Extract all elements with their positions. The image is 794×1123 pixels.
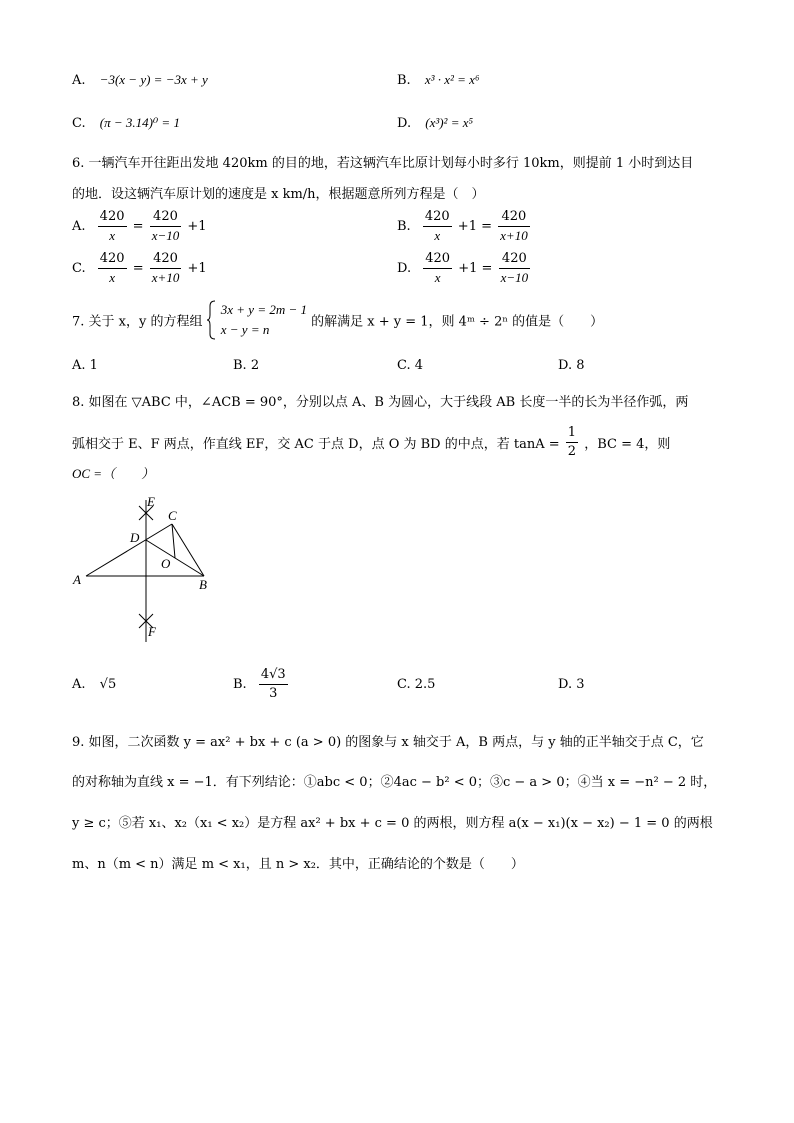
plus-one: +1 (187, 261, 207, 276)
fraction (499, 250, 531, 287)
q7-option-d[interactable]: D. 8 (558, 358, 585, 373)
q7-stem (72, 300, 603, 340)
q6-option-a[interactable] (72, 208, 207, 245)
q9-stem-line3: y ≥ c；⑤若 x₁、x₂（x₁ < x₂）是方程 ax² + bx + c = 0 的两根，则方程 a(x − x₁)(x − x₂) − 1 = 0 的两根 (72, 816, 713, 831)
option-expression: −3(x − y) = −3x + y (99, 72, 208, 87)
fraction (150, 250, 182, 287)
numerator: 420 (150, 208, 182, 227)
q7-suffix: 的解满足 x + y = 1，则 4ᵐ ÷ 2ⁿ 的值是（ ） (311, 314, 604, 330)
q7-option-b[interactable]: B. 2 (233, 358, 260, 373)
equals-sign: = (481, 261, 493, 276)
numerator: 420 (98, 208, 127, 227)
option-expression: x³ · x² = x⁶ (424, 72, 480, 87)
q6-stem-line2: 的地．设这辆汽车原计划的速度是 x km/h，根据题意所列方程是（ ） (72, 187, 485, 202)
denominator: x (434, 228, 441, 243)
equals-sign: = (481, 219, 493, 234)
fraction (498, 208, 530, 245)
option-label: A. (72, 73, 86, 88)
label-e: E (147, 494, 155, 509)
denominator: x+10 (151, 270, 180, 285)
numerator: 1 (566, 424, 578, 443)
q8-stem-line3: OC =（ ） (72, 466, 155, 481)
denominator: x+10 (500, 228, 528, 243)
q5-option-d[interactable] (397, 115, 473, 131)
numerator: 420 (423, 250, 452, 269)
q8-option-d[interactable]: D. 3 (558, 677, 585, 692)
label-b: B (199, 577, 207, 592)
plus-one: +1 (457, 219, 477, 234)
q8-stem-line2 (72, 424, 670, 461)
equation-system (207, 300, 307, 340)
option-label: B. (397, 219, 411, 234)
fraction (150, 208, 182, 245)
q8-option-b[interactable] (233, 666, 290, 703)
equation-1: 3x + y = 2m − 1 (220, 302, 308, 317)
plus-one: +1 (458, 261, 478, 276)
option-label: B. (233, 677, 247, 692)
equals-sign: = (132, 219, 144, 234)
fraction (98, 208, 127, 245)
side-bc (172, 524, 204, 576)
left-brace-icon (207, 300, 217, 340)
q6-option-d[interactable] (397, 250, 532, 287)
side-ac (86, 524, 172, 576)
q8-option-a[interactable] (72, 677, 116, 692)
q6-stem-line1: 6. 一辆汽车开往距出发地 420km 的目的地，若这辆汽车比原计划每小时多行 10km，则提前 1 小时到达目 (72, 156, 694, 171)
q8-line2-text: 弧相交于 E、F 两点，作直线 EF，交 AC 于点 D，点 O 为 BD 的中点，若 tanA = (72, 437, 560, 452)
option-label: B. (397, 73, 411, 88)
fraction (98, 250, 127, 287)
denominator: x−10 (151, 228, 180, 243)
q7-option-c[interactable]: C. 4 (397, 358, 424, 373)
label-f: F (148, 624, 156, 639)
denominator: x−10 (500, 270, 529, 285)
denominator: x (434, 270, 441, 285)
q9-stem-line1: 9. 如图，二次函数 y = ax² + bx + c (a > 0) 的图象与 x 轴交于 A，B 两点，与 y 轴的正半轴交于点 C，它 (72, 735, 704, 750)
label-d: D (130, 530, 140, 545)
numerator: 420 (98, 250, 127, 269)
q9-stem-line2: 的对称轴为直线 x = −1．有下列结论：①abc < 0；②4ac − b² < 0；③c − a > 0；④当 x = −n² − 2 时， (72, 775, 717, 790)
numerator: 420 (499, 250, 531, 269)
equals-sign: = (132, 261, 144, 276)
numerator: 420 (150, 250, 182, 269)
q5-option-a[interactable] (72, 72, 208, 88)
numerator: 4√3 (259, 666, 288, 685)
option-label: D. (397, 261, 412, 276)
q5-option-c[interactable] (72, 115, 180, 131)
option-expression: (π − 3.14)⁰ = 1 (99, 115, 180, 130)
denominator: 3 (269, 686, 278, 701)
denominator: x (109, 228, 115, 243)
q6-option-c[interactable] (72, 250, 207, 287)
numerator: 420 (423, 208, 452, 227)
option-label: D. (397, 116, 412, 131)
label-c: C (168, 508, 177, 523)
option-label: C. (72, 261, 86, 276)
equation-2: x − y = n (220, 322, 270, 337)
q8-line2-tail: ，BC = 4，则 (584, 437, 671, 452)
q8-option-c[interactable]: C. 2.5 (397, 677, 436, 692)
q7-prefix: 7. 关于 x，y 的方程组 (72, 314, 203, 330)
plus-one: +1 (187, 219, 207, 234)
q8-figure (70, 490, 220, 650)
label-a: A (73, 572, 81, 587)
denominator: x (109, 270, 116, 285)
q6-option-b[interactable] (397, 208, 532, 245)
option-label: A. (72, 677, 86, 692)
q7-option-a[interactable]: A. 1 (72, 358, 98, 373)
option-label: C. (72, 116, 86, 131)
segment-oc (172, 524, 175, 558)
fraction (423, 208, 452, 245)
option-label: A. (72, 219, 86, 234)
q9-stem-line4: m、n（m < n）满足 m < x₁，且 n > x₂．其中，正确结论的个数是（ ） (72, 857, 524, 872)
tan-fraction (566, 424, 578, 461)
fraction (259, 666, 288, 703)
q5-option-b[interactable] (397, 72, 479, 88)
fraction (423, 250, 452, 287)
numerator: 420 (498, 208, 530, 227)
q8-stem-line1: 8. 如图在 ▽ABC 中，∠ACB = 90°，分别以点 A、B 为圆心，大于线段 AB 长度一半的长为半径作弧，两 (72, 395, 689, 410)
option-expression: (x³)² = x⁵ (425, 115, 474, 130)
denominator: 2 (567, 444, 577, 459)
option-value: √5 (99, 677, 117, 692)
label-o: O (161, 556, 171, 571)
